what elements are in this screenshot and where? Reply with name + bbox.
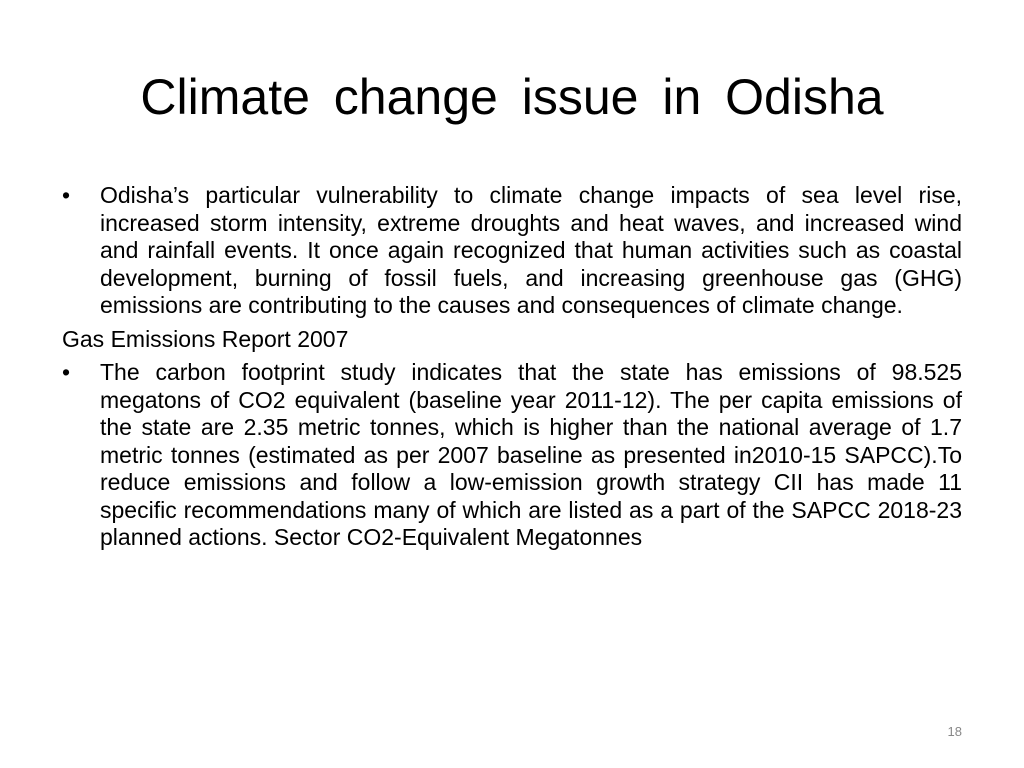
subheading: Gas Emissions Report 2007 [62,325,349,352]
page-number: 18 [947,724,962,739]
bullet-text: The carbon footprint study indicates that the state has emissions of 98.525 megatons of CO2 equivalent (baseline year 2011-12). The per capita emissions of the state are 2.35 metric tonnes, which is higher than the national average of 1.7 metric tonnes (estimated as per 2007 baseline as presented in2010-15 SAPCC).To reduce emissions and follow a low-emission growth strategy CII has made 11 specific recommendations many of which are listed as a part of the SAPCC 2018-23 planned actions. Sector CO2-Equivalent Megatonnes [100,359,962,550]
bullet-marker: • [62,182,71,208]
bullet-item-vulnerability [62,182,962,320]
slide-title: Climate change issue in Odisha [140,69,884,125]
bullet-item-carbon-footprint [62,359,962,552]
slide-body [62,182,962,552]
bullet-text: Odisha’s particular vulnerability to climate change impacts of sea level rise, increased storm intensity, extreme droughts and heat waves, and increased wind and rainfall events. It once again recognized that human activities such as coastal development, burning of fossil fuels, and increasing greenhouse gas (GHG) emissions are contributing to the causes and consequences of climate change. [100,182,962,318]
bullet-marker: • [62,359,71,385]
